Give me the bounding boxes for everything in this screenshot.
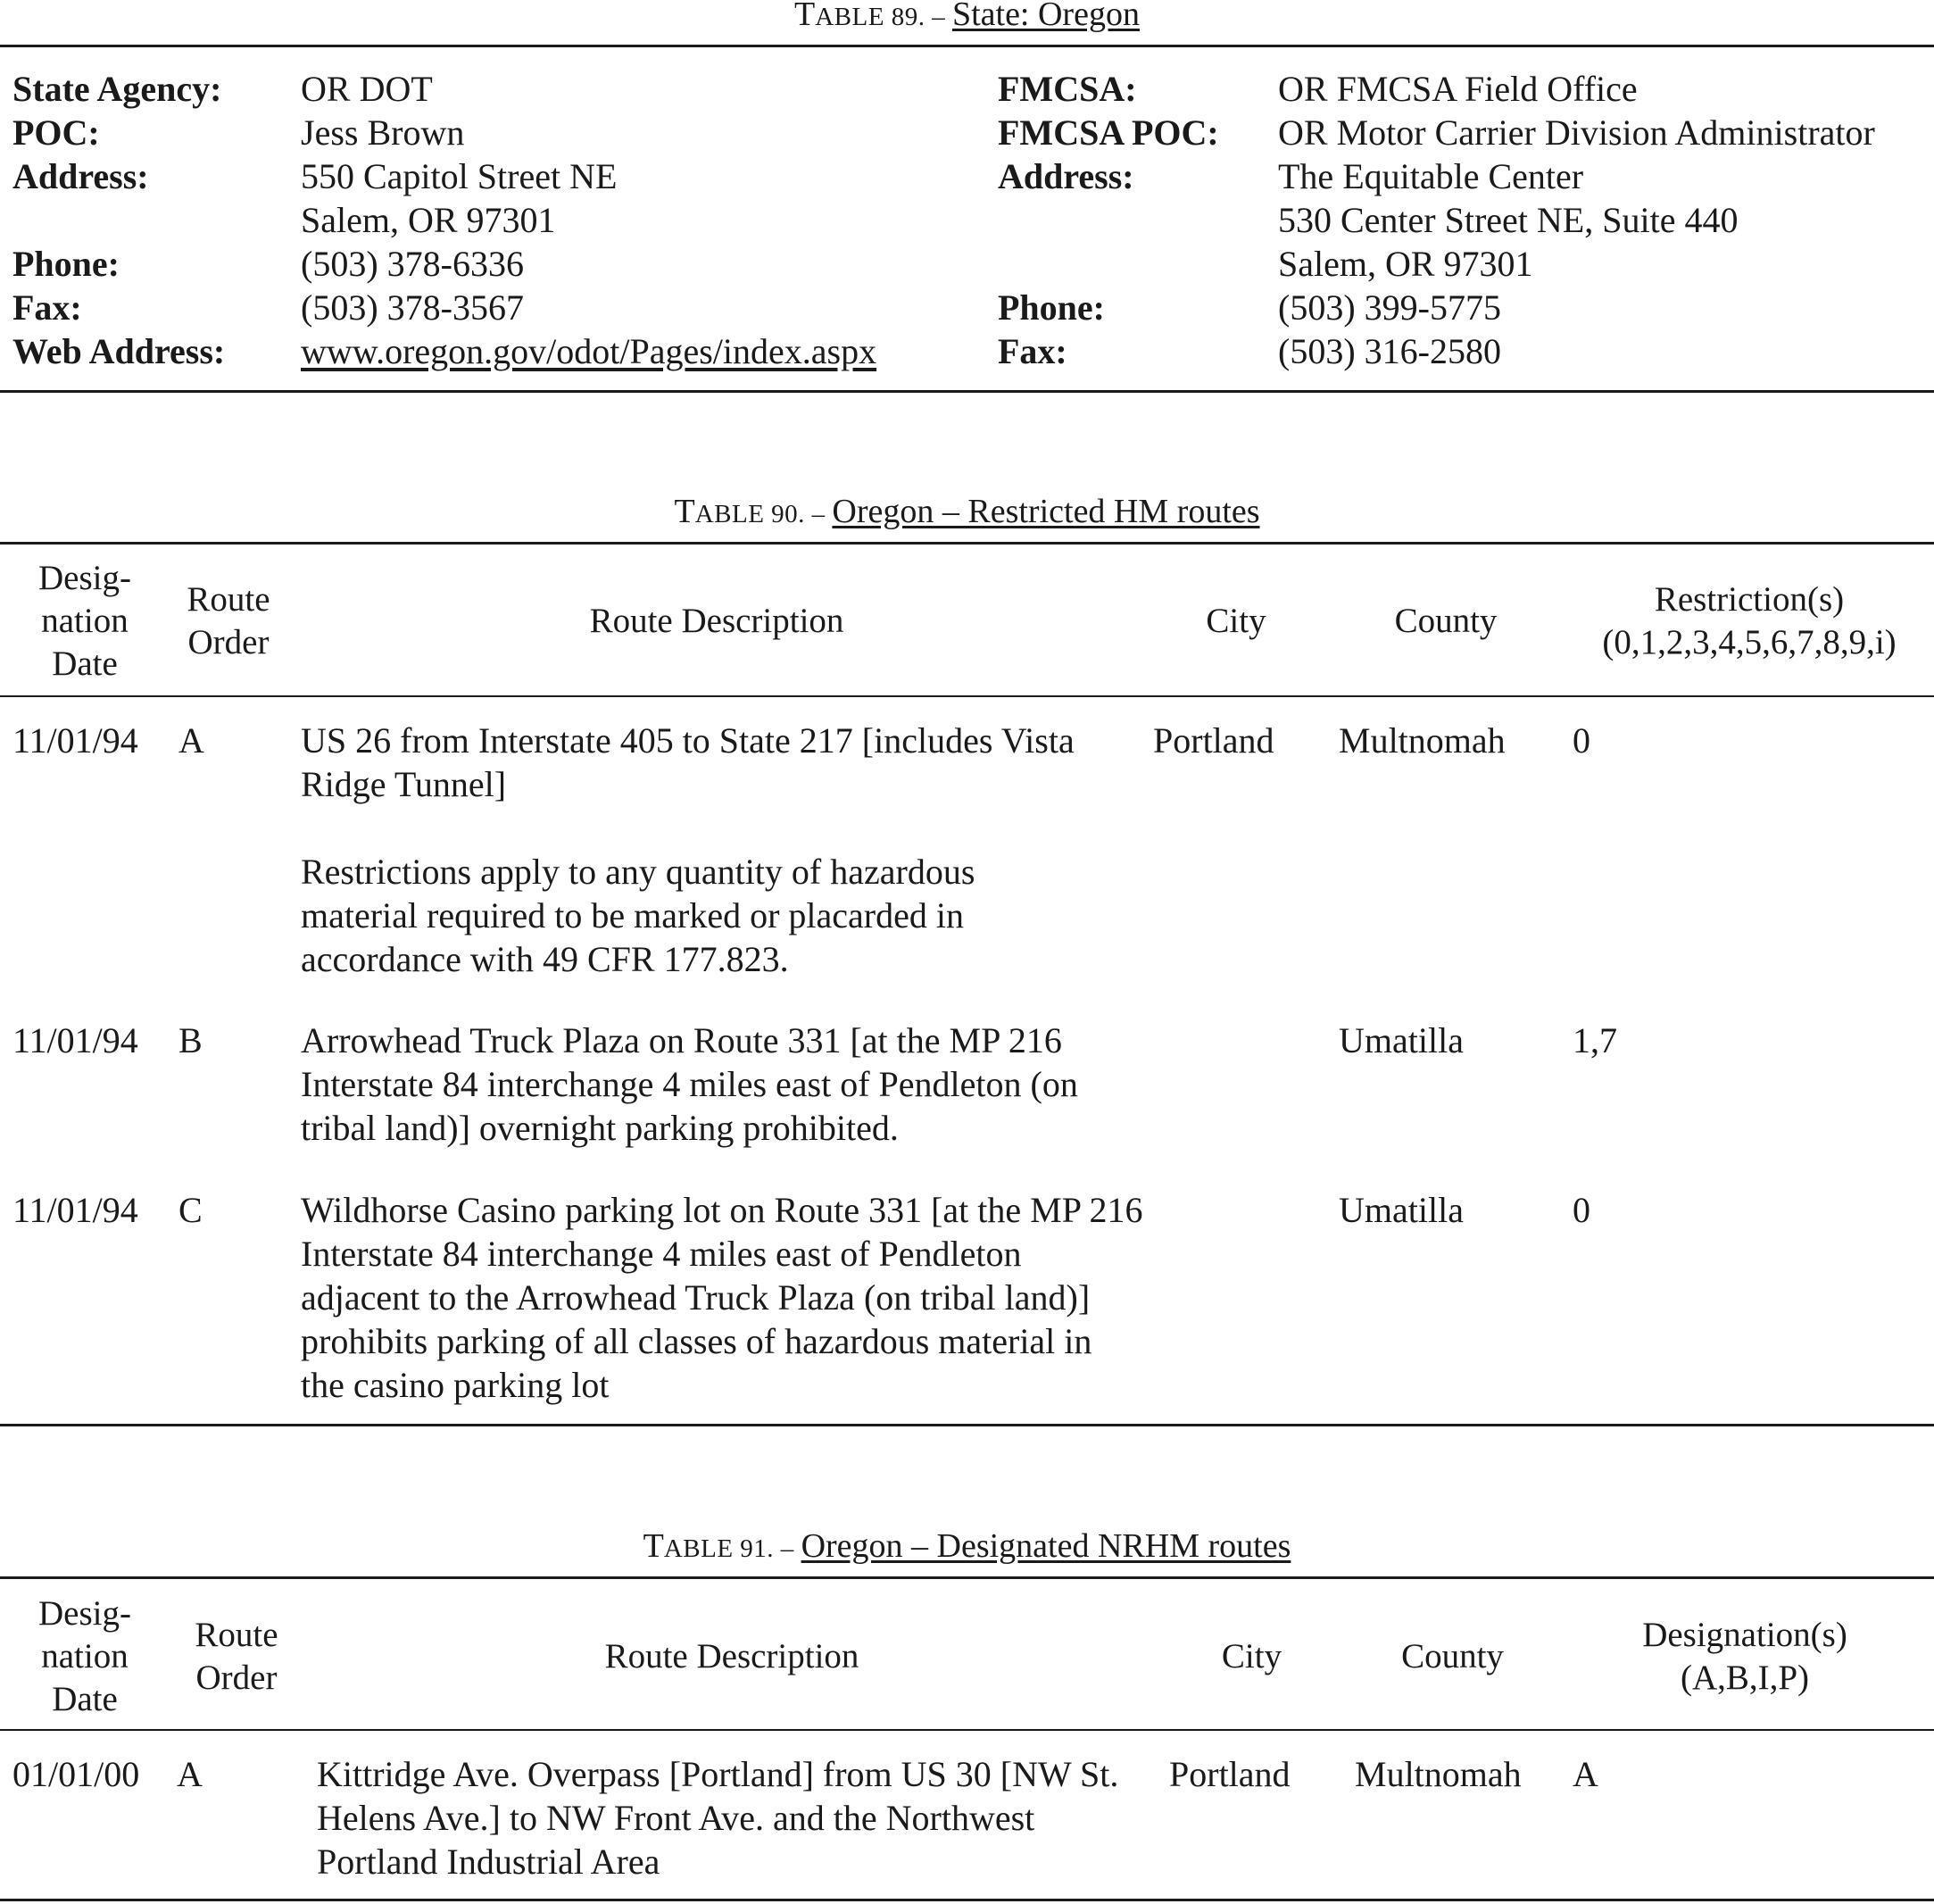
- header-route-order: Route Order: [187, 580, 270, 661]
- row-date: 01/01/00: [12, 1754, 140, 1794]
- row-designation: A: [1573, 1754, 1598, 1794]
- row-date: 11/01/94: [12, 720, 138, 761]
- row-county: Umatilla: [1339, 1190, 1464, 1230]
- address-line2: Salem, OR 97301: [301, 200, 556, 240]
- fmcsa-label: FMCSA:: [998, 69, 1137, 109]
- row-date: 11/01/94: [12, 1190, 138, 1230]
- web-address-label: Web Address:: [12, 331, 226, 371]
- fmcsa-phone-label: Phone:: [998, 287, 1105, 328]
- caption-prefix-rest: ABLE 90. –: [694, 500, 833, 528]
- table91-caption: [0, 1526, 1934, 1568]
- row-description: Arrowhead Truck Plaza on Route 331 [at the MP 216 Interstate 84 interchange 4 miles east of Pendleton (on tribal land)] overnight parking prohibited.: [301, 1020, 1078, 1148]
- caption-prefix-rest: ABLE 89. –: [815, 3, 952, 31]
- fmcsa-phone-value: (503) 399-5775: [1278, 287, 1501, 328]
- fmcsa-poc-label: FMCSA POC:: [998, 112, 1219, 153]
- web-address-value: [301, 329, 876, 373]
- table89-top-rule: [0, 45, 1934, 47]
- table89-title: State: Oregon: [951, 0, 1140, 33]
- web-address-link[interactable]: www.oregon.gov/odot/Pages/index.aspx: [301, 331, 877, 371]
- state-agency-label: State Agency:: [12, 69, 222, 109]
- caption-prefix: T: [643, 1527, 664, 1565]
- row-description: [301, 719, 1140, 981]
- row-county: Umatilla: [1339, 1020, 1464, 1060]
- fmcsa-address-line1: The Equitable Center: [1278, 156, 1584, 196]
- header-designations: Designation(s) (A,B,I,P): [1642, 1616, 1847, 1697]
- table89-caption: [0, 0, 1934, 37]
- header-county: County: [1401, 1637, 1504, 1675]
- fmcsa-fax-value: (503) 316-2580: [1278, 331, 1501, 371]
- table90-bottom-rule: [0, 1424, 1934, 1426]
- table90-caption: [0, 492, 1934, 534]
- fmcsa-fax-label: Fax:: [998, 331, 1067, 371]
- header-route-order: Route Order: [195, 1616, 278, 1697]
- header-route-description: Route Description: [604, 1637, 859, 1675]
- table90-top-rule: [0, 542, 1934, 545]
- poc-label: POC:: [12, 112, 100, 153]
- caption-prefix-rest: ABLE 91. –: [663, 1534, 801, 1563]
- fmcsa-address-line3: Salem, OR 97301: [1278, 244, 1533, 284]
- header-restrictions: Restriction(s) (0,1,2,3,4,5,6,7,8,9,i): [1602, 580, 1897, 661]
- table90-header-rule: [0, 695, 1934, 697]
- caption-prefix: T: [674, 493, 695, 530]
- row-description: Kittridge Ave. Overpass [Portland] from US 30 [NW St. Helens Ave.] to NW Front Ave. and the Northwest Portland Industrial Area: [317, 1754, 1119, 1882]
- row-city: Portland: [1153, 720, 1274, 761]
- header-city: City: [1221, 1637, 1282, 1675]
- route-note: Restrictions apply to any quantity of hazardous material required to be marked or placarded in accordance with 49 CFR 177.823.: [301, 852, 975, 979]
- header-city: City: [1206, 602, 1266, 640]
- caption-prefix: T: [794, 0, 816, 33]
- row-county: Multnomah: [1339, 720, 1506, 761]
- fax-label: Fax:: [12, 287, 82, 328]
- header-designation-date: Desig- nation Date: [38, 1594, 131, 1718]
- fmcsa-address-line2: 530 Center Street NE, Suite 440: [1278, 200, 1739, 240]
- table89-bottom-rule: [0, 390, 1934, 393]
- row-restriction: 0: [1573, 1190, 1590, 1230]
- address-label: Address:: [12, 156, 149, 196]
- row-city: Portland: [1169, 1754, 1291, 1794]
- row-description: Wildhorse Casino parking lot on Route 331 [at the MP 216 Interstate 84 interchange 4 miles east of Pendleton adjacent to the Arrowhead Truck Plaza (on tribal land)] prohibits parking of all classes of hazardous material in the casino parking lot: [301, 1190, 1143, 1405]
- header-designation-date: Desig- nation Date: [38, 559, 131, 683]
- header-route-description: Route Description: [589, 602, 844, 640]
- row-restriction: 0: [1573, 720, 1590, 761]
- fmcsa-poc-value: OR Motor Carrier Division Administrator: [1278, 112, 1875, 153]
- row-order: A: [177, 1754, 203, 1794]
- table91-title: Oregon – Designated NRHM routes: [801, 1527, 1291, 1565]
- header-county: County: [1394, 602, 1498, 640]
- table91-bottom-rule: [0, 1899, 1934, 1901]
- route-description: US 26 from Interstate 405 to State 217 [includes Vista Ridge Tunnel]: [301, 720, 1075, 804]
- address-line1: 550 Capitol Street NE: [301, 156, 618, 196]
- row-order: A: [178, 720, 204, 761]
- phone-label: Phone:: [12, 244, 120, 284]
- fmcsa-address-label: Address:: [998, 156, 1134, 196]
- poc-value: Jess Brown: [301, 112, 465, 153]
- row-order: C: [178, 1190, 203, 1230]
- table90-title: Oregon – Restricted HM routes: [832, 493, 1260, 530]
- fax-value: (503) 378-3567: [301, 287, 524, 328]
- table91-top-rule: [0, 1576, 1934, 1579]
- fmcsa-value: OR FMCSA Field Office: [1278, 69, 1638, 109]
- phone-value: (503) 378-6336: [301, 244, 524, 284]
- row-order: B: [178, 1020, 203, 1060]
- row-restriction: 1,7: [1573, 1020, 1617, 1060]
- state-agency-value: OR DOT: [301, 69, 433, 109]
- row-date: 11/01/94: [12, 1020, 138, 1060]
- table91-header-rule: [0, 1729, 1934, 1731]
- row-county: Multnomah: [1355, 1754, 1522, 1794]
